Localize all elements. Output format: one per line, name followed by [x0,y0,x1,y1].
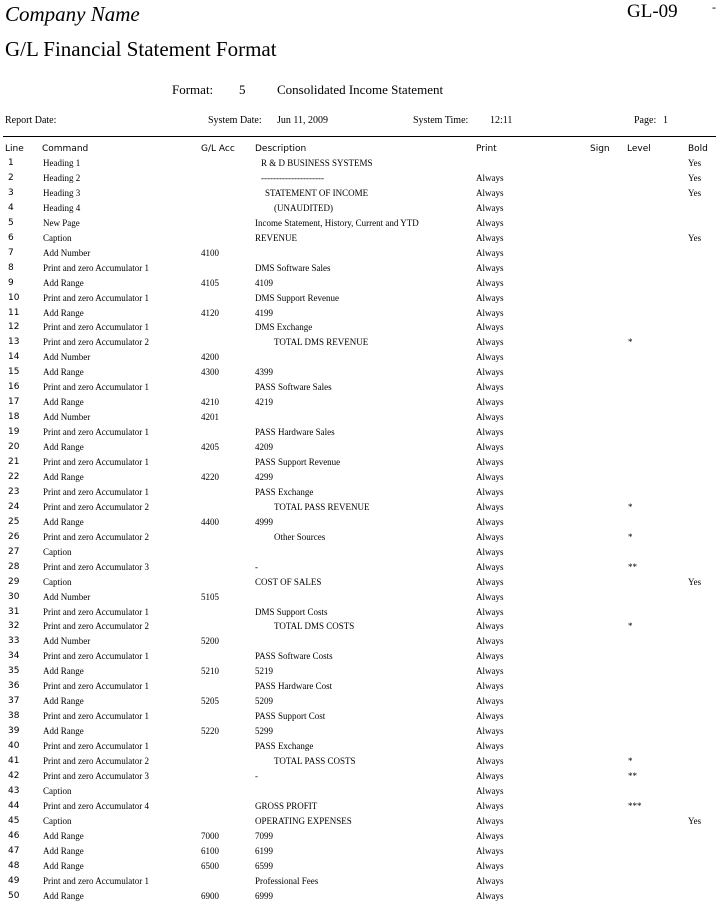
row-print: Always [476,278,504,288]
row-command: New Page [43,218,80,228]
row-command: Add Number [43,636,91,646]
row-line-number: 32 [8,621,20,631]
row-description: 7099 [255,831,273,841]
row-command: Add Range [43,726,84,736]
row-description: 4399 [255,367,273,377]
row-print: Always [476,218,504,228]
row-print: Always [476,756,504,766]
row-print: Always [476,636,504,646]
row-command: Add Range [43,891,84,901]
row-line-number: 17 [8,397,20,407]
row-print: Always [476,651,504,661]
row-account: 5200 [201,636,219,646]
row-command: Add Number [43,248,91,258]
col-header-bold: Bold [688,144,708,154]
row-line-number: 15 [8,367,20,377]
page-label: Page: [634,115,657,126]
row-description: 5209 [255,696,273,706]
row-bold: Yes [688,577,702,587]
row-command: Print and zero Accumulator 2 [43,621,149,631]
row-account: 4120 [201,308,219,318]
row-bold: Yes [688,188,702,198]
row-command: Print and zero Accumulator 1 [43,487,149,497]
row-description: 4199 [255,308,273,318]
row-description: DMS Exchange [255,322,313,332]
row-description: - [255,771,258,781]
row-command: Add Number [43,352,91,362]
row-line-number: 24 [8,502,20,512]
row-print: Always [476,263,504,273]
row-bold: Yes [688,173,702,183]
report-date-label: Report Date: [5,115,57,126]
row-description: DMS Support Costs [255,607,328,617]
row-print: Always [476,188,504,198]
row-line-number: 1 [8,158,14,168]
row-print: Always [476,472,504,482]
row-command: Heading 2 [43,173,81,183]
row-print: Always [476,577,504,587]
row-command: Caption [43,816,72,826]
row-print: Always [476,876,504,886]
row-line-number: 27 [8,547,20,557]
row-line-number: 45 [8,816,20,826]
row-account: 6100 [201,846,219,856]
row-print: Always [476,846,504,856]
row-print: Always [476,861,504,871]
row-command: Print and zero Accumulator 4 [43,801,149,811]
row-level: * [628,532,633,542]
row-command: Print and zero Accumulator 2 [43,337,149,347]
row-line-number: 20 [8,442,20,452]
row-print: Always [476,442,504,452]
row-print: Always [476,726,504,736]
row-line-number: 4 [8,203,14,213]
col-header-sign: Sign [590,144,610,154]
report-title: G/L Financial Statement Format [5,37,277,61]
row-command: Heading 3 [43,188,81,198]
row-command: Print and zero Accumulator 3 [43,771,149,781]
row-command: Print and zero Accumulator 1 [43,293,149,303]
row-print: Always [476,352,504,362]
row-line-number: 23 [8,487,20,497]
row-level: *** [628,801,642,811]
row-line-number: 29 [8,577,20,587]
row-level: * [628,502,633,512]
col-header-description: Description [255,144,307,154]
row-print: Always [476,427,504,437]
row-print: Always [476,457,504,467]
row-description: GROSS PROFIT [255,801,318,811]
row-account: 6500 [201,861,219,871]
row-command: Print and zero Accumulator 1 [43,322,149,332]
row-command: Print and zero Accumulator 3 [43,562,149,572]
row-print: Always [476,382,504,392]
row-command: Add Range [43,831,84,841]
col-header-account: G/L Acc [201,144,235,154]
row-bold: Yes [688,233,702,243]
row-command: Print and zero Accumulator 1 [43,741,149,751]
row-description: 4999 [255,517,273,527]
row-description: TOTAL DMS COSTS [274,621,355,631]
row-line-number: 40 [8,741,20,751]
row-print: Always [476,502,504,512]
row-command: Heading 1 [43,158,81,168]
row-account: 4205 [201,442,219,452]
row-line-number: 28 [8,562,20,572]
row-print: Always [476,487,504,497]
row-description: PASS Software Costs [255,651,333,661]
row-line-number: 42 [8,771,20,781]
row-level: * [628,621,633,631]
row-command: Heading 4 [43,203,81,213]
row-print: Always [476,367,504,377]
row-description: 5299 [255,726,273,736]
row-command: Add Number [43,412,91,422]
row-line-number: 44 [8,801,20,811]
row-account: 4220 [201,472,219,482]
row-print: Always [476,233,504,243]
corner-mark: - [712,0,716,14]
row-print: Always [476,771,504,781]
row-line-number: 30 [8,592,20,602]
row-line-number: 10 [8,293,20,303]
row-command: Add Range [43,278,84,288]
row-command: Print and zero Accumulator 1 [43,711,149,721]
row-command: Add Range [43,666,84,676]
row-account: 5105 [201,592,219,602]
row-description: PASS Software Sales [255,382,332,392]
row-command: Add Range [43,517,84,527]
row-account: 4100 [201,248,219,258]
row-line-number: 50 [8,891,20,901]
row-description: PASS Support Revenue [255,457,341,467]
row-command: Add Range [43,861,84,871]
row-command: Caption [43,547,72,557]
row-level: * [628,756,633,766]
row-print: Always [476,203,504,213]
row-account: 4210 [201,397,219,407]
row-account: 4300 [201,367,219,377]
row-command: Print and zero Accumulator 2 [43,502,149,512]
row-description: 4219 [255,397,273,407]
row-account: 7000 [201,831,219,841]
row-print: Always [476,532,504,542]
row-line-number: 9 [8,278,14,288]
report-code: GL-09 [627,1,678,22]
row-line-number: 18 [8,412,20,422]
row-print: Always [476,607,504,617]
row-line-number: 46 [8,831,20,841]
row-print: Always [476,592,504,602]
row-print: Always [476,681,504,691]
row-description: PASS Support Cost [255,711,326,721]
row-line-number: 7 [8,248,14,258]
row-level: ** [628,771,637,781]
row-description: PASS Exchange [255,487,314,497]
row-line-number: 37 [8,696,20,706]
row-account: 4200 [201,352,219,362]
row-description: TOTAL PASS COSTS [274,756,356,766]
row-line-number: 39 [8,726,20,736]
row-description: Income Statement, History, Current and YTD [255,218,419,228]
system-time-label: System Time: [413,115,469,126]
header-rule [3,136,716,137]
row-command: Print and zero Accumulator 1 [43,607,149,617]
system-date-value: Jun 11, 2009 [277,115,329,126]
row-command: Print and zero Accumulator 1 [43,651,149,661]
row-line-number: 25 [8,517,20,527]
row-line-number: 2 [8,173,14,183]
row-line-number: 22 [8,472,20,482]
row-description: R & D BUSINESS SYSTEMS [261,158,373,168]
system-date-label: System Date: [208,115,262,126]
row-print: Always [476,308,504,318]
row-line-number: 19 [8,427,20,437]
row-print: Always [476,786,504,796]
row-description: OPERATING EXPENSES [255,816,352,826]
row-description: 6999 [255,891,273,901]
row-account: 5220 [201,726,219,736]
row-account: 4105 [201,278,219,288]
row-description: 4299 [255,472,273,482]
row-line-number: 12 [8,322,20,332]
row-description: 4109 [255,278,273,288]
system-time-value: 12:11 [490,115,513,126]
row-line-number: 11 [8,308,20,318]
row-line-number: 14 [8,352,20,362]
row-command: Add Number [43,592,91,602]
row-line-number: 26 [8,532,20,542]
row-description: REVENUE [255,233,297,243]
col-header-level: Level [627,144,651,154]
row-print: Always [476,248,504,258]
row-command: Add Range [43,846,84,856]
row-bold: Yes [688,816,702,826]
row-command: Print and zero Accumulator 1 [43,876,149,886]
row-print: Always [476,741,504,751]
row-description: 6599 [255,861,273,871]
row-print: Always [476,293,504,303]
row-line-number: 41 [8,756,20,766]
format-name: Consolidated Income Statement [277,82,444,97]
row-line-number: 13 [8,337,20,347]
row-description: 4209 [255,442,273,452]
row-account: 5210 [201,666,219,676]
row-command: Caption [43,577,72,587]
row-print: Always [476,547,504,557]
row-line-number: 31 [8,607,20,617]
row-description: TOTAL PASS REVENUE [274,502,370,512]
row-line-number: 33 [8,636,20,646]
row-print: Always [476,666,504,676]
row-line-number: 38 [8,711,20,721]
row-print: Always [476,337,504,347]
row-print: Always [476,801,504,811]
row-print: Always [476,711,504,721]
row-command: Print and zero Accumulator 1 [43,427,149,437]
row-line-number: 34 [8,651,20,661]
row-account: 5205 [201,696,219,706]
row-print: Always [476,322,504,332]
row-description: TOTAL DMS REVENUE [274,337,369,347]
row-command: Caption [43,233,72,243]
row-line-number: 35 [8,666,20,676]
row-line-number: 8 [8,263,14,273]
row-account: 4400 [201,517,219,527]
col-header-line: Line [5,144,24,154]
row-description: PASS Exchange [255,741,314,751]
row-account: 6900 [201,891,219,901]
row-command: Caption [43,786,72,796]
row-line-number: 5 [8,218,14,228]
row-description: PASS Hardware Sales [255,427,335,437]
row-line-number: 36 [8,681,20,691]
row-print: Always [476,696,504,706]
row-print: Always [476,621,504,631]
row-print: Always [476,831,504,841]
row-command: Print and zero Accumulator 2 [43,532,149,542]
page-number: 1 [663,115,668,126]
row-command: Add Range [43,442,84,452]
row-command: Add Range [43,397,84,407]
row-description: DMS Software Sales [255,263,331,273]
row-command: Add Range [43,308,84,318]
row-description: 5219 [255,666,273,676]
row-description: Other Sources [274,532,326,542]
row-line-number: 48 [8,861,20,871]
row-description: Professional Fees [255,876,319,886]
row-print: Always [476,816,504,826]
row-print: Always [476,412,504,422]
row-description: --------------------- [261,173,324,183]
row-level: ** [628,562,637,572]
row-command: Print and zero Accumulator 1 [43,263,149,273]
format-number: 5 [239,82,246,97]
row-description: STATEMENT OF INCOME [265,188,369,198]
row-print: Always [476,173,504,183]
row-description: PASS Hardware Cost [255,681,333,691]
row-command: Add Range [43,696,84,706]
row-description: 6199 [255,846,273,856]
row-line-number: 47 [8,846,20,856]
row-command: Print and zero Accumulator 1 [43,457,149,467]
row-line-number: 3 [8,188,14,198]
row-line-number: 49 [8,876,20,886]
row-description: DMS Support Revenue [255,293,339,303]
row-command: Print and zero Accumulator 2 [43,756,149,766]
row-command: Print and zero Accumulator 1 [43,382,149,392]
row-account: 4201 [201,412,219,422]
row-line-number: 6 [8,233,14,243]
row-command: Add Range [43,472,84,482]
row-print: Always [476,562,504,572]
row-level: * [628,337,633,347]
row-command: Add Range [43,367,84,377]
company-name: Company Name [5,2,140,26]
row-print: Always [476,891,504,901]
col-header-print: Print [476,144,497,154]
format-label: Format: [172,82,214,97]
col-header-command: Command [42,144,89,154]
row-command: Print and zero Accumulator 1 [43,681,149,691]
row-bold: Yes [688,158,702,168]
row-line-number: 43 [8,786,20,796]
row-print: Always [476,397,504,407]
row-line-number: 21 [8,457,20,467]
row-line-number: 16 [8,382,20,392]
row-description: - [255,562,258,572]
row-description: COST OF SALES [255,577,322,587]
row-description: (UNAUDITED) [274,203,333,213]
row-print: Always [476,517,504,527]
